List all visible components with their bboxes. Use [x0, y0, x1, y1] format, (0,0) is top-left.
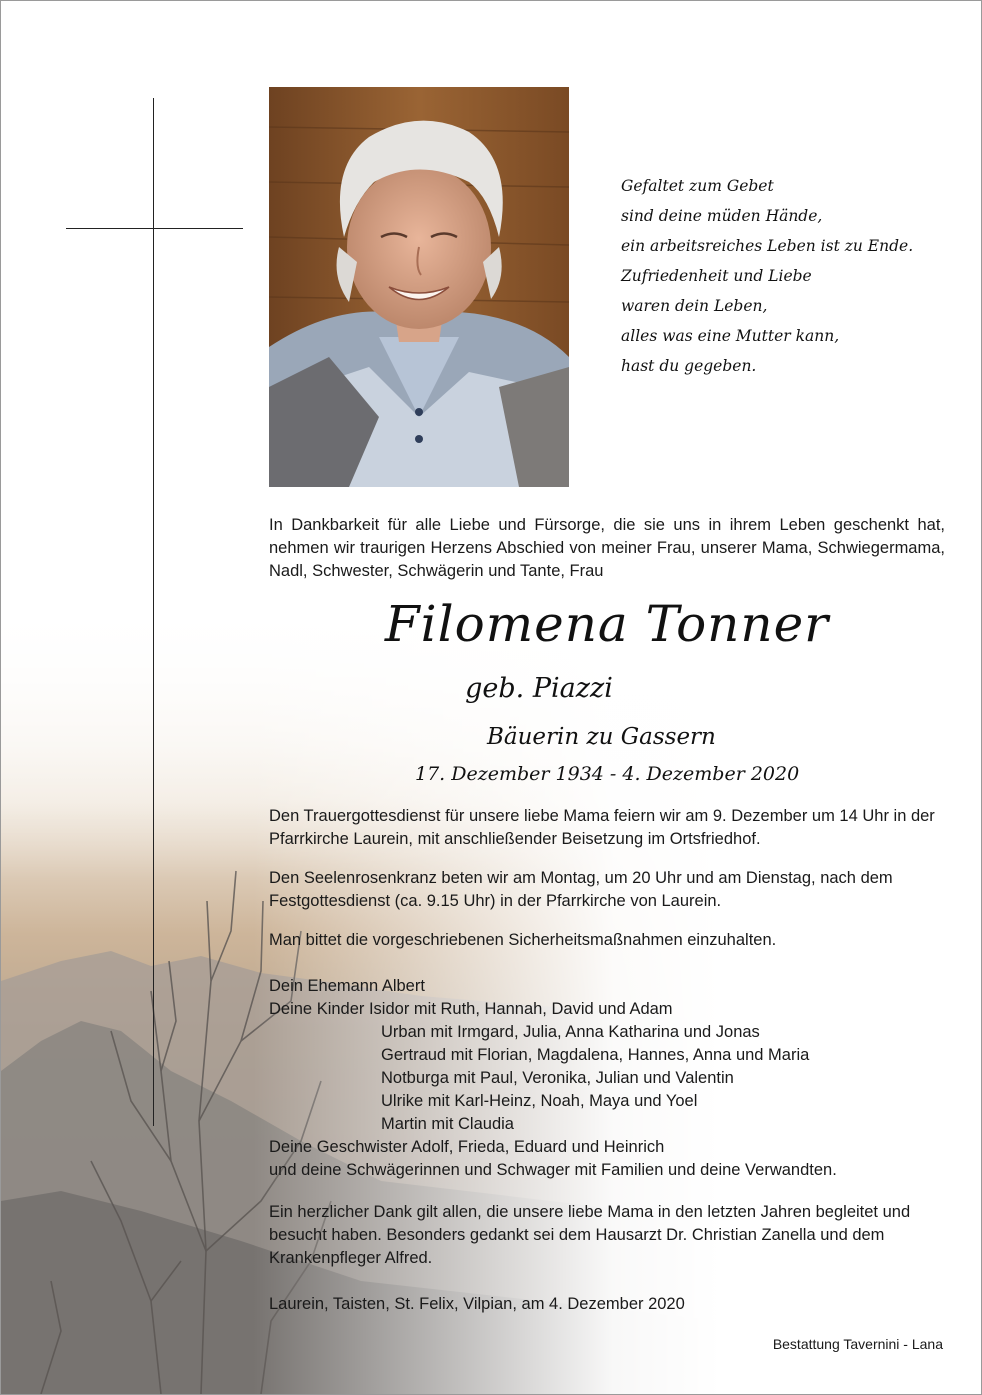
place-date: Laurein, Taisten, St. Felix, Vilpian, am 4. Dezember 2020 [269, 1295, 685, 1313]
family-line: Ulrike mit Karl-Heinz, Noah, Maya und Yoel [381, 1092, 698, 1110]
family-line: Deine Geschwister Adolf, Frieda, Eduard und Heinrich [269, 1138, 665, 1156]
poem [621, 171, 941, 381]
undertaker-credit: Bestattung Tavernini - Lana [772, 1336, 943, 1352]
family-line: Urban mit Irmgard, Julia, Anna Katharina und Jonas [381, 1023, 760, 1041]
portrait-photo [269, 87, 569, 487]
poem-line: sind deine müden Hände, [621, 207, 823, 225]
deceased-name: Filomena Tonner [384, 595, 830, 653]
poem-line: Gefaltet zum Gebet [621, 177, 774, 195]
family-list [269, 975, 945, 1182]
cross-horizontal-line [66, 228, 243, 229]
poem-line: hast du gegeben. [621, 357, 757, 375]
occupation: Bäuerin zu Gassern [487, 724, 716, 750]
poem-line: waren dein Leben, [621, 297, 768, 315]
birth-name: geb. Piazzi [465, 673, 613, 704]
family-line: Deine Kinder Isidor mit Ruth, Hannah, David und Adam [269, 1000, 673, 1018]
thanks-paragraph: Ein herzlicher Dank gilt allen, die unsere liebe Mama in den letzten Jahren begleitet und besucht haben. Besonders gedankt sei dem Hausarzt Dr. Christian Zanella und dem Krankenpfleger Alfred. [269, 1203, 911, 1267]
poem-line: ein arbeitsreiches Leben ist zu Ende. [621, 237, 914, 255]
poem-line: Zufriedenheit und Liebe [621, 267, 812, 285]
safety-paragraph: Man bittet die vorgeschriebenen Sicherheitsmaßnahmen einzuhalten. [269, 931, 777, 949]
intro-paragraph: In Dankbarkeit für alle Liebe und Fürsorge, die sie uns in ihrem Leben geschenkt hat, nehmen wir traurigen Herzens Abschied von meiner Frau, unserer Mama, Schwiegermama, Nadl, Schwester, Schwägerin und Tante, Frau [269, 516, 945, 580]
funeral-paragraph: Den Trauergottesdienst für unsere liebe Mama feiern wir am 9. Dezember um 14 Uhr in der Pfarrkirche Laurein, mit anschließender Beisetzung im Ortsfriedhof. [269, 807, 935, 848]
poem-line: alles was eine Mutter kann, [621, 327, 840, 345]
rosary-paragraph: Den Seelenrosenkranz beten wir am Montag, um 20 Uhr und am Dienstag, nach dem Festgottesdienst (ca. 9.15 Uhr) in der Pfarrkirche von Laurein. [269, 869, 893, 910]
family-line: Dein Ehemann Albert [269, 977, 425, 995]
family-line: Martin mit Claudia [381, 1115, 514, 1133]
life-dates: 17. Dezember 1934 - 4. Dezember 2020 [415, 763, 800, 785]
family-line: Gertraud mit Florian, Magdalena, Hannes, Anna und Maria [381, 1046, 810, 1064]
family-line: Notburga mit Paul, Veronika, Julian und Valentin [381, 1069, 734, 1087]
cross-vertical-line [153, 98, 154, 1126]
family-line: und deine Schwägerinnen und Schwager mit Familien und deine Verwandten. [269, 1161, 837, 1179]
